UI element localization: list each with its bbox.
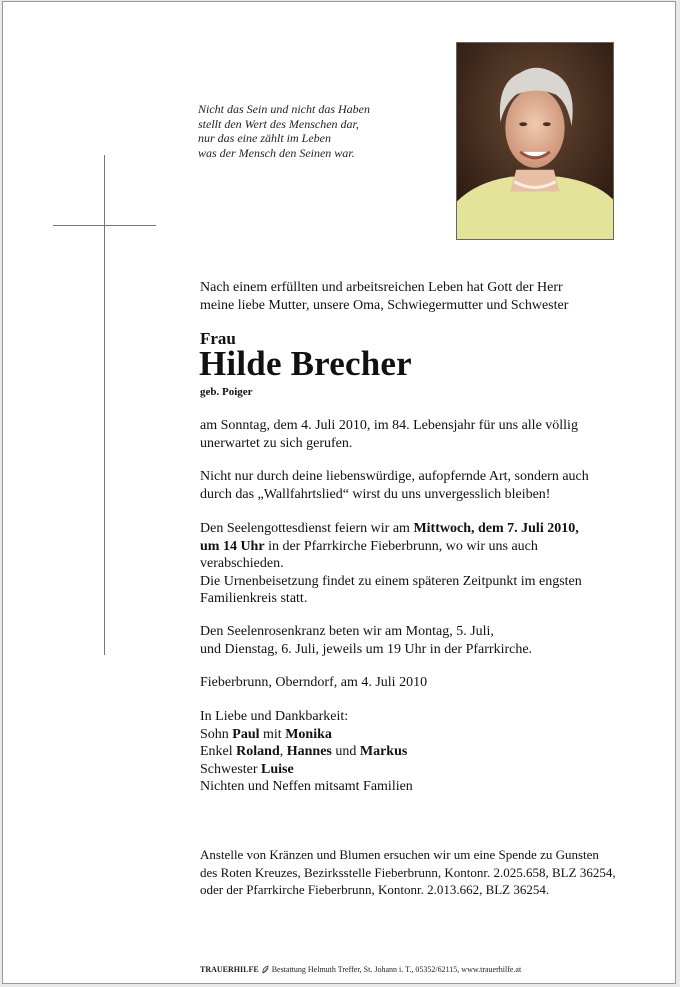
cross-vertical-bar — [104, 155, 105, 655]
intro-line: Nach einem erfüllten und arbeitsreichen Leben hat Gott der Herr — [200, 280, 563, 295]
service-time: um 14 Uhr — [200, 538, 265, 554]
poem-line: nur das eine zählt im Leben — [198, 131, 331, 145]
mourner-name: Monika — [285, 726, 332, 742]
mourner-name: Hannes — [286, 744, 332, 759]
mourner-name: Roland — [236, 744, 280, 759]
mourner-grandchildren — [200, 743, 413, 761]
service-info — [200, 520, 582, 608]
mourner-others: Nichten und Neffen mitsamt Familien — [200, 779, 413, 794]
tribute — [200, 468, 589, 503]
place-date: Fieberbrunn, Oberndorf, am 4. Juli 2010 — [200, 675, 428, 690]
service-text: Den Seelengottesdienst feiern wir am — [200, 521, 414, 536]
rosary-line: und Dienstag, 6. Juli, jeweils um 19 Uhr in der Pfarrkirche. — [200, 641, 533, 657]
mourners-heading: In Liebe und Dankbarkeit: — [200, 709, 349, 724]
service-line — [200, 538, 582, 556]
donation-line: Anstelle von Kränzen und Blumen ersuchen wir um eine Spende zu Gunsten — [200, 847, 599, 862]
connector: mit — [259, 726, 286, 742]
connector: und — [331, 744, 360, 759]
urn-burial-line: Familienkreis statt. — [200, 591, 308, 606]
death-notice — [200, 417, 578, 452]
poem-line: Nicht das Sein und nicht das Haben — [198, 102, 370, 116]
birth-name: geb. Poiger — [200, 386, 253, 398]
cross-horizontal-bar — [53, 225, 156, 226]
footer-details: Bestattung Helmuth Treffer, St. Johann i. T., 05352/62115, www.trauerhilfe.at — [271, 965, 522, 974]
urn-burial-line: Die Urnenbeisetzung findet zu einem späteren Zeitpunkt im engsten — [200, 573, 582, 589]
tribute-line: Nicht nur durch deine liebenswürdige, aufopfernde Art, sondern auch — [200, 469, 589, 484]
mourner-sister — [200, 761, 413, 779]
footer-brand: TRAUERHILFE — [200, 965, 259, 974]
relation-label: Schwester — [200, 761, 262, 777]
donation-request — [200, 846, 616, 899]
death-notice-line: am Sonntag, dem 4. Juli 2010, im 84. Lebensjahr für uns alle völlig — [200, 418, 578, 433]
portrait-photo — [456, 42, 614, 240]
deceased-name: Hilde Brecher — [199, 344, 412, 383]
title-prefix: Frau — [200, 329, 236, 348]
mourner-name: Markus — [359, 744, 408, 759]
donation-line: des Roten Kreuzes, Bezirksstelle Fieberbrunn, Kontonr. 2.025.658, BLZ 36254, — [200, 864, 616, 880]
footer — [200, 965, 521, 974]
service-text: in der Pfarrkirche Fieberbrunn, wo wir uns auch — [264, 538, 538, 554]
poem-line: was der Mensch den Seinen war. — [198, 145, 355, 160]
tribute-line: durch das „Wallfahrtslied“ wirst du uns unvergesslich bleiben! — [200, 486, 551, 502]
relation-label: Sohn — [200, 726, 233, 742]
donation-line: oder der Pfarrkirche Fieberbrunn, Kontonr. 2.013.662, BLZ 36254. — [200, 882, 550, 897]
service-line: verabschieden. — [200, 556, 284, 571]
death-notice-line: unerwartet zu sich gerufen. — [200, 435, 353, 451]
mourner-son — [200, 726, 413, 744]
poem-line: stellt den Wert des Menschen dar, — [198, 116, 359, 131]
service-date: Mittwoch, dem 7. Juli 2010, — [413, 521, 579, 536]
mourner-name: Paul — [232, 726, 260, 742]
mourner-name: Luise — [261, 761, 294, 777]
leaf-icon — [262, 965, 269, 974]
intro-text — [200, 279, 568, 314]
relation-label: Enkel — [200, 744, 237, 759]
poem — [198, 102, 370, 160]
rosary-line: Den Seelenrosenkranz beten wir am Montag, 5. Juli, — [200, 624, 494, 639]
mourners-list — [200, 708, 413, 796]
service-line — [200, 520, 582, 538]
obituary-page — [2, 1, 676, 984]
connector: , — [279, 744, 287, 759]
intro-line: meine liebe Mutter, unsere Oma, Schwiegermutter und Schwester — [200, 297, 569, 313]
rosary-info — [200, 623, 532, 658]
